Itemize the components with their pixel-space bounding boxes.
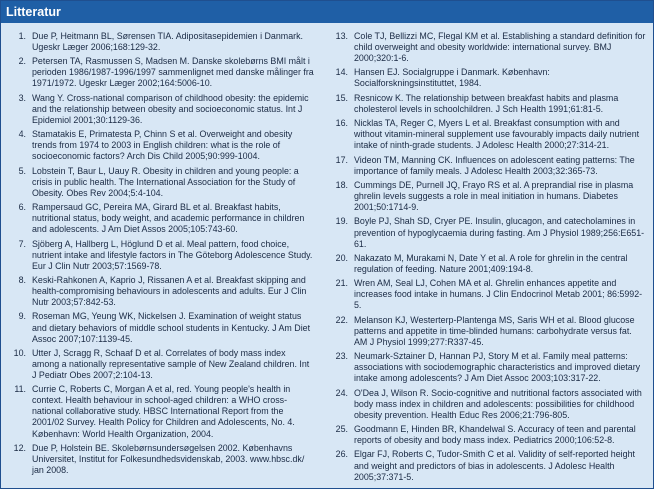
reference-item [9,56,314,89]
reference-text: Petersen TA, Rasmussen S, Madsen M. Danske skolebørns BMI målt i perioden 1986/1987-1996/1997 sammenlignet med danske målinger fra 1971/1972. Ugeskr Læger 2002;164:5006-10. [32,56,314,89]
reference-text: Roseman MG, Yeung WK, Nickelsen J. Examination of weight status and dietary behaviors of middle school students in Kentucky. J Am Diet Assoc 2007;107:1139-45. [32,311,311,344]
reference-text: Due P, Holstein BE. Skolebørnsundersøgelsen 2002. Københavns Universitet, Institut for Folkesundhedsvidenskab, 2003. www.hbsc.dk/ jan 2008. [32,442,305,475]
reference-number: 11. [14,384,26,395]
reference-number: 5. [18,165,26,176]
reference-item [9,239,314,272]
reference-number: 9. [18,311,26,322]
reference-list-left [9,31,314,476]
reference-column-left [9,31,314,479]
reference-item [331,180,647,213]
reference-text: Goodmann E, Hinden BR, Khandelwal S. Accuracy of teen and parental reports of obesity and body mass index. Pediatrics 2000;106:52-8. [354,424,636,446]
reference-number: 8. [18,275,26,286]
reference-item [331,424,647,446]
reference-text: Utter J, Scragg R, Schaaf D et al. Correlates of body mass index among a nationally representative sample of New Zealand children. Int J Pediatr Obes 2007;2:104-13. [32,347,310,380]
reference-number: 26. [335,449,348,460]
reference-text: Melanson KJ, Westerterp-Plantenga MS, Saris WH et al. Blood glucose patterns and appetite in time-blinded humans: carbohydrate versus fat. AM J Physiol 1999;277:R337-45. [354,314,635,347]
reference-text: Resnicow K. The relationship between breakfast habits and plasma cholesterol levels in schoolchildren. J Sch Health 1991;61:81-5. [354,92,619,114]
reference-number: 6. [18,202,26,213]
panel-title: Litteratur [6,5,61,19]
reference-text: Nakazato M, Murakami N, Date Y et al. A role for ghrelin in the central regulation of feeding. Nature 2001;409:194-8. [354,252,628,274]
reference-item [9,129,314,162]
reference-text: Cole TJ, Bellizzi MC, Flegal KM et al. Establishing a standard definition for child overweight and obesity worldwide: international survey. BMJ 2000;320:1-6. [354,31,646,64]
reference-text: Boyle PJ, Shah SD, Cryer PE. Insulin, glucagon, and catecholamines in prevention of hypoglycaemia during fasting. Am J Physiol 1989;256:E651-61. [354,216,645,249]
reference-number: 13. [335,31,348,41]
reference-text: Hansen EJ. Socialgruppe i Danmark. København: Socialforskningsinstituttet, 1984. [354,67,550,89]
reference-number: 16. [335,118,348,129]
reference-item [9,166,314,199]
reference-number: 24. [335,387,348,398]
reference-item [331,216,647,249]
reference-text: Sjöberg A, Hallberg L, Höglund D et al. Meal pattern, food choice, nutrient intake and lifestyle factors in The Göteborg Adolescence Study. Eur J Clin Nutr 2003;57:1569-78. [32,238,313,271]
reference-text: Cummings DE, Purnell JQ, Frayo RS et al. A preprandial rise in plasma ghrelin levels suggests a role in meal initiation in humans. Diabetes 2001;50:1714-9. [354,180,634,213]
reference-column-right [331,31,647,486]
reference-text: O'Dea J, Wilson R. Socio-cognitive and nutritional factors associated with body mass index in children and adolescents: possibilities for childhood obesity prevention. Health Educ Res 2006;21:796-805. [354,387,642,420]
reference-number: 10. [13,347,26,358]
reference-item [331,155,647,177]
reference-item [9,31,314,53]
reference-text: Keski-Rahkonen A, Kaprio J, Rissanen A et al. Breakfast skipping and health-compromising behaviours in adolescents and adults. Eur J Clin Nutr 2003;57:842-53. [32,275,307,308]
reference-text: Wang Y. Cross-national comparison of childhood obesity: the epidemic and the relationship between obesity and socioeconomic status. Int J Epidemiol 2001;30:1129-36. [32,92,309,125]
reference-item [331,118,647,151]
reference-number: 12. [13,442,26,453]
reference-number: 20. [335,252,348,263]
reference-number: 4. [18,129,26,140]
reference-number: 1. [18,31,26,41]
reference-number: 2. [18,56,26,67]
reference-text: Currie C, Roberts C, Morgan A et al, red. Young people's health in context. Health behaviour in school-aged children: a WHO cross-national collaborative study. HBSC International Report from the 2001/02 Survey. Health Policy for Children and Adolescents, No. 4. København: World Health Organization, 2004. [32,384,295,439]
reference-item [9,348,314,381]
reference-number: 14. [335,67,348,78]
reference-item [331,253,647,275]
reference-number: 3. [18,92,26,103]
reference-text: Rampersaud GC, Pereira MA, Girard BL et al. Breakfast habits, nutritional status, body weight, and academic performance in children and adolescents. J Am Diet Assos 2005;105:743-60. [32,202,305,235]
reference-text: Lobstein T, Baur L, Uauy R. Obesity in children and young people: a crisis in public health. The International Association for the Study of Obesity. Obes Rev 2004;5:4-104. [32,165,299,198]
reference-item [9,311,314,344]
reference-item [331,449,647,482]
reference-item [9,93,314,126]
reference-number: 25. [335,424,348,435]
reference-number: 23. [335,351,348,362]
reference-item [9,384,314,439]
reference-number: 17. [335,154,348,165]
panel-header [1,1,653,23]
reference-text: Due P, Heitmann BL, Sørensen TIA. Adipositasepidemien i Danmark. Ugeskr Læger 2006;168:129-32. [32,31,303,53]
reference-text: Nicklas TA, Reger C, Myers L et al. Breakfast consumption with and without vitamin-mineral supplement use favourably impacts daily nutrient intake of ninth-grade students. J Adolesc Health 2000;27:314-21. [354,118,640,151]
reference-number: 15. [335,92,348,103]
reference-item [331,388,647,421]
reference-number: 21. [335,278,348,289]
reference-item [9,202,314,235]
reference-list-right [331,31,647,483]
reference-number: 7. [18,238,26,249]
reference-item [331,67,647,89]
reference-item [9,275,314,308]
reference-item [9,443,314,476]
reference-number: 22. [335,314,348,325]
reference-item [331,93,647,115]
reference-text: Neumark-Sztainer D, Hannan PJ, Story M et al. Family meal patterns: associations with sociodemographic characteristics and improved dietary intake among adolescents? J Am Diet Assoc 2003;103:317-22. [354,351,641,384]
reference-number: 19. [335,216,348,227]
reference-body [1,23,653,488]
reference-item [331,315,647,348]
reference-item [331,278,647,311]
reference-item [331,31,647,64]
reference-text: Elgar FJ, Roberts C, Tudor-Smith C et al. Validity of self-reported height and weight and predictors of bias in adolescents. J Adolesc Health 2005;37:371-5. [354,449,635,482]
reference-number: 18. [335,180,348,191]
reference-item [331,351,647,384]
reference-text: Videon TM, Manning CK. Influences on adolescent eating patterns: The importance of family meals. J Adolesc Health 2003;32:365-73. [354,154,635,176]
reference-text: Stamatakis E, Primatesta P, Chinn S et al. Overweight and obesity trends from 1974 to 2003 in English children: what is the role of socioeconomic factors? Arch Dis Child 2005;90:999-1004. [32,129,293,162]
reference-text: Wren AM, Seal LJ, Cohen MA et al. Ghrelin enhances appetite and increases food intake in humans. J Clin Endocrinol Metab 2001; 86:5992-5. [354,278,643,311]
